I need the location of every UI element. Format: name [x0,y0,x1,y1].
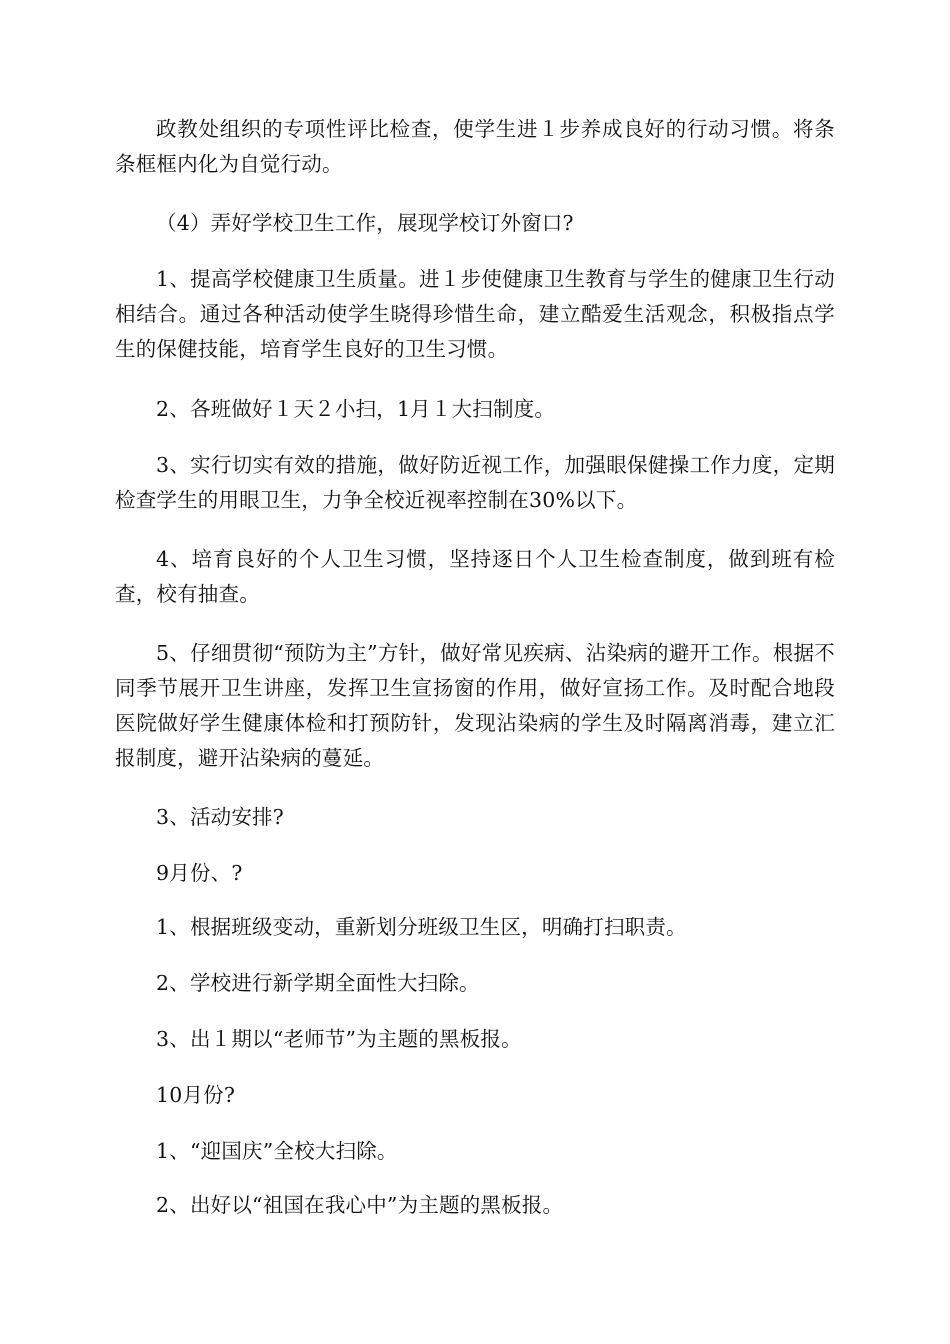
paragraph-item-2: 2、各班做好１天２小扫，1月１大扫制度。 [156,397,556,421]
paragraph-inspection: 政教处组织的专项性评比检查，使学生进１步养成良好的行动习惯。将条条框框内化为自觉行动。 [115,117,835,176]
paragraph-item-3: 3、实行切实有效的措施，做好防近视工作，加强眼保健操工作力度，定期检查学生的用眼卫生，力争全校近视率控制在30%以下。 [115,453,835,512]
heading-october: 10月份? [156,1083,236,1107]
list-item-september-2: 2、学校进行新学期全面性大扫除。 [156,971,480,995]
paragraph-item-4: 4、培育良好的个人卫生习惯，坚持逐日个人卫生检查制度，做到班有检查，校有抽查。 [115,547,835,606]
paragraph-item-5: 5、仔细贯彻“预防为主”方针，做好常见疾病、沾染病的避开工作。根据不同季节展开卫生讲座，发挥卫生宣扬窗的作用，做好宣扬工作。及时配合地段医院做好学生健康体检和打预防针，发现沾染病的学生及时隔离消毒，建立汇报制度，避开沾染病的蔓延。 [115,641,835,770]
heading-activity-schedule: 3、活动安排? [156,805,284,829]
list-item-october-1: 1、“迎国庆”全校大扫除。 [156,1139,398,1163]
heading-september: 9月份、? [156,861,243,885]
list-item-september-1: 1、根据班级变动，重新划分班级卫生区，明确打扫职责。 [156,915,687,939]
heading-hygiene-work: （4）弄好学校卫生工作，展现学校订外窗口? [156,211,574,235]
paragraph-item-1: 1、提高学校健康卫生质量。进１步使健康卫生教育与学生的健康卫生行动相结合。通过各种活动使学生晓得珍惜生命，建立酷爱生活观念，积极指点学生的保健技能，培育学生良好的卫生习惯。 [115,267,835,361]
list-item-september-3: 3、出１期以“老师节”为主题的黑板报。 [156,1027,522,1051]
list-item-october-2: 2、出好以“祖国在我心中”为主题的黑板报。 [156,1193,564,1217]
